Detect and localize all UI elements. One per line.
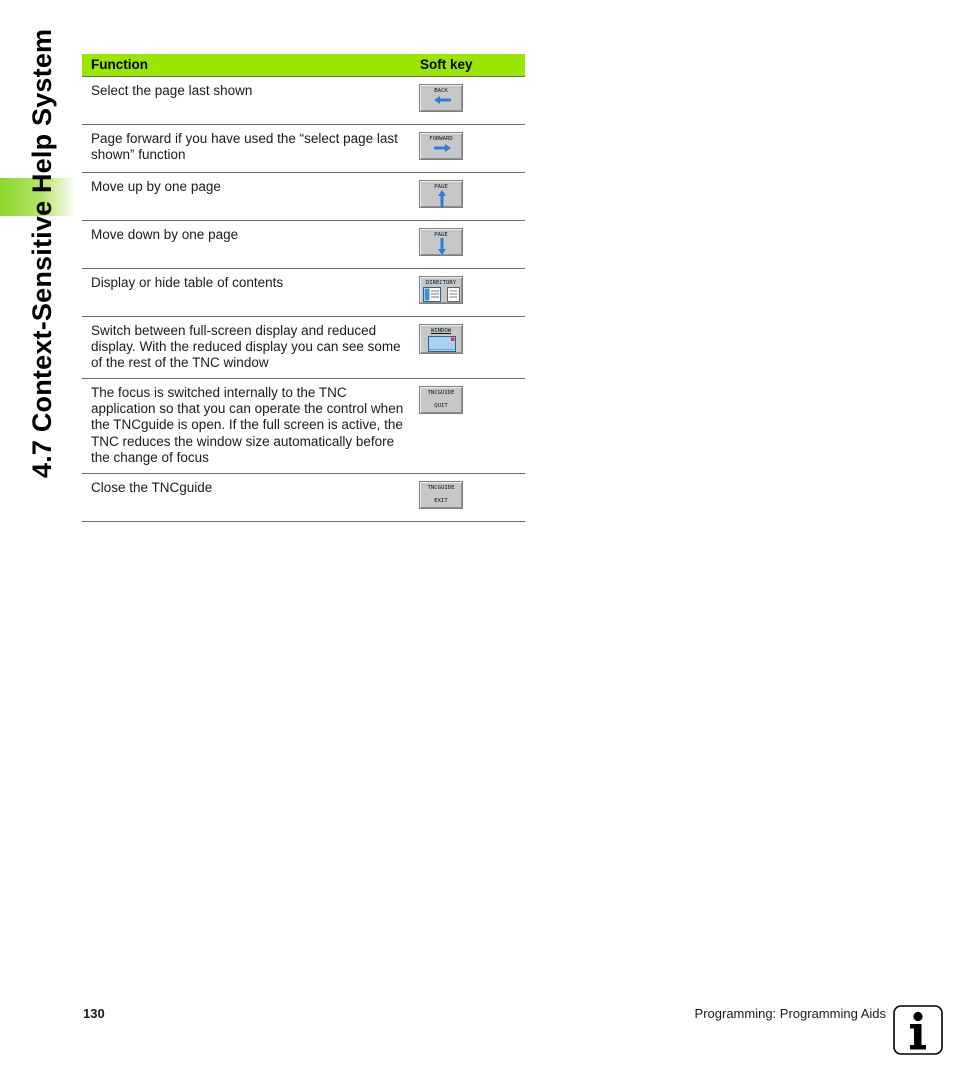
- function-description: Close the TNCguide: [82, 474, 411, 522]
- softkey-label: DIRECTORY: [425, 280, 457, 286]
- function-description: The focus is switched internally to the TNC application so that you can operate the control when the TNCguide is open. If the full screen is active, the TNC reduces the window size automatically before the change of focus: [82, 379, 411, 474]
- softkey-label: WINDOW: [430, 328, 452, 334]
- softkey-label: PAGE: [434, 232, 448, 238]
- function-description: Move up by one page: [82, 173, 411, 221]
- softkey-label: TNCGUIDE: [427, 485, 455, 491]
- arrow-up-icon: [420, 181, 464, 209]
- softkey-label: QUIT: [434, 403, 448, 409]
- tncguide-quit-softkey[interactable]: [419, 386, 463, 414]
- table-row: [82, 379, 525, 474]
- table-header-row: [82, 54, 525, 77]
- function-description: Move down by one page: [82, 221, 411, 269]
- function-description: Switch between full-screen display and reduced display. With the reduced display you can see some of the rest of the TNC window: [82, 317, 411, 379]
- info-icon: [893, 1005, 943, 1055]
- page-up-softkey[interactable]: [419, 180, 463, 208]
- function-description: Select the page last shown: [82, 77, 411, 125]
- table-row: [82, 474, 525, 522]
- table-row: [82, 125, 525, 173]
- arrow-down-icon: [420, 229, 464, 257]
- directory-softkey[interactable]: [419, 276, 463, 304]
- softkey-label: PAGE: [434, 184, 448, 190]
- page-down-softkey[interactable]: [419, 228, 463, 256]
- softkey-label: FORWARD: [429, 136, 453, 142]
- table-row: [82, 77, 525, 125]
- chapter-title: 4.7 Context-Sensitive Help System: [27, 28, 57, 478]
- table-row: [82, 269, 525, 317]
- back-softkey[interactable]: [419, 84, 463, 112]
- function-description: Display or hide table of contents: [82, 269, 411, 317]
- softkey-label: BACK: [434, 88, 448, 94]
- tncguide-exit-softkey[interactable]: [419, 481, 463, 509]
- forward-softkey[interactable]: [419, 132, 463, 160]
- window-softkey[interactable]: [419, 324, 463, 354]
- directory-icon: [420, 277, 464, 305]
- softkey-label: EXIT: [434, 498, 448, 504]
- table-row: [82, 173, 525, 221]
- table-row: [82, 221, 525, 269]
- function-description: Page forward if you have used the “select page last shown” function: [82, 125, 411, 173]
- page-number: 130: [83, 1006, 105, 1021]
- arrow-left-icon: [420, 85, 464, 113]
- arrow-right-icon: [420, 133, 464, 161]
- softkey-table: [82, 54, 525, 522]
- window-icon: [420, 325, 464, 355]
- column-header-function: Function: [82, 54, 411, 77]
- footer-section-title: Programming: Programming Aids: [694, 1006, 886, 1021]
- table-row: [82, 317, 525, 379]
- softkey-label: TNCGUIDE: [427, 390, 455, 396]
- column-header-softkey: Soft key: [411, 54, 525, 77]
